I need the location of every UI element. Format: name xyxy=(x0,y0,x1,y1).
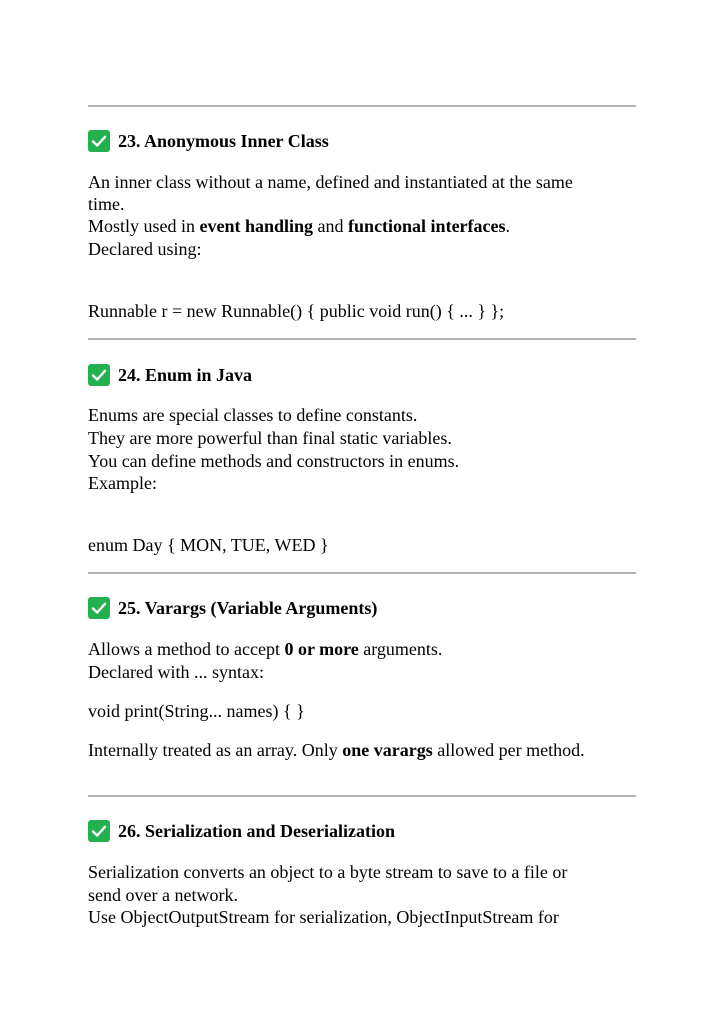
code-line: Runnable r = new Runnable() { public void run() { ... } }; xyxy=(88,301,505,321)
paragraph-line: Declared using: xyxy=(88,239,202,259)
check-mark-icon xyxy=(88,820,110,842)
paragraph-line: Enums are special classes to define constants. xyxy=(88,405,418,425)
section-title: 23. Anonymous Inner Class xyxy=(118,130,329,151)
paragraph-line: Use ObjectOutputStream for serialization, ObjectInputStream for xyxy=(88,907,559,927)
check-mark-icon xyxy=(88,130,110,152)
divider xyxy=(88,105,636,107)
divider xyxy=(88,795,636,797)
section-heading xyxy=(88,597,377,619)
paragraph-line: Example: xyxy=(88,473,157,493)
paragraph-line: You can define methods and constructors in enums. xyxy=(88,451,460,471)
section-heading xyxy=(88,130,329,152)
paragraph-line: Mostly used in event handling and functional interfaces. xyxy=(88,216,511,236)
bold-text: event handling xyxy=(199,216,314,236)
paragraph-line: They are more powerful than final static variables. xyxy=(88,428,452,448)
code-line: void print(String... names) { } xyxy=(88,701,305,721)
section-title: 24. Enum in Java xyxy=(118,364,253,385)
check-mark-icon xyxy=(88,364,110,386)
paragraph-line: send over a network. xyxy=(88,885,238,905)
paragraph-line: An inner class without a name, defined and instantiated at the same xyxy=(88,172,573,192)
paragraph-line: Declared with ... syntax: xyxy=(88,662,264,682)
bold-text: functional interfaces xyxy=(348,216,506,236)
paragraph-line: Serialization converts an object to a byte stream to save to a file or xyxy=(88,862,568,882)
code-line: enum Day { MON, TUE, WED } xyxy=(88,535,329,555)
divider xyxy=(88,572,636,574)
section-title: 26. Serialization and Deserialization xyxy=(118,820,395,841)
bold-text: 0 or more xyxy=(284,639,359,659)
section-title: 25. Varargs (Variable Arguments) xyxy=(118,597,378,618)
section-heading xyxy=(88,364,252,386)
section-heading xyxy=(88,820,395,842)
paragraph-line: Allows a method to accept 0 or more arguments. xyxy=(88,639,443,659)
check-mark-icon xyxy=(88,597,110,619)
paragraph-line: Internally treated as an array. Only one varargs allowed per method. xyxy=(88,740,585,760)
paragraph-line: time. xyxy=(88,194,125,214)
divider xyxy=(88,338,636,340)
bold-text: one varargs xyxy=(342,740,433,760)
